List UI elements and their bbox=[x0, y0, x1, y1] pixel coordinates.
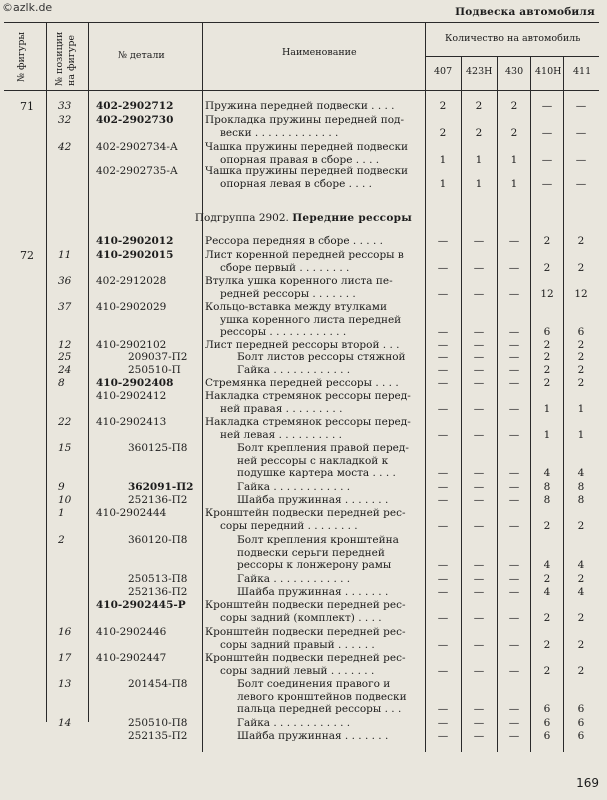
qty-410Н: 2 bbox=[543, 664, 551, 677]
position-number: 25 bbox=[58, 351, 72, 363]
part-number: 250513-П8 bbox=[128, 573, 188, 585]
qty-423Н: — bbox=[473, 638, 485, 651]
qty-410Н: 2 bbox=[543, 573, 551, 585]
part-number: 250510-П8 bbox=[128, 717, 188, 729]
qty-411: 2 bbox=[577, 611, 585, 624]
qty-411: 2 bbox=[577, 638, 585, 651]
qty-430: — bbox=[508, 519, 520, 532]
qty-411: 6 bbox=[577, 326, 585, 338]
col-rule-2 bbox=[88, 22, 89, 722]
position-number: 16 bbox=[58, 626, 72, 638]
header-bottom-rule bbox=[4, 90, 599, 91]
part-name-line: ней рессоры с накладкой к bbox=[237, 454, 389, 467]
part-name-line: соры задний (комплект) . . . . bbox=[220, 611, 382, 624]
subgroup-heading bbox=[0, 212, 607, 224]
part-name-line: Болт крепления кронштейна bbox=[237, 534, 399, 546]
part-name-line: левого кронштейнов подвески bbox=[237, 690, 407, 703]
part-name-line: Стремянка передней рессоры . . . . bbox=[205, 377, 399, 389]
header-model-411: 411 bbox=[573, 66, 592, 77]
part-number: 402-2902735-А bbox=[96, 165, 178, 177]
qty-407: — bbox=[437, 638, 449, 651]
position-number: 33 bbox=[58, 100, 72, 112]
part-name-line: подушке картера моста . . . . bbox=[237, 467, 396, 479]
qty-430: — bbox=[508, 402, 520, 415]
qty-407: — bbox=[437, 573, 449, 585]
qty-410Н: 4 bbox=[543, 559, 551, 571]
part-number: 201454-П8 bbox=[128, 678, 188, 690]
subgroup-prefix: Подгруппа 2902. bbox=[194, 212, 289, 224]
position-number: 2 bbox=[58, 534, 65, 546]
qty-423Н: — bbox=[473, 664, 485, 677]
qty-411: 1 bbox=[577, 402, 585, 415]
part-name-line: пальца передней рессоры . . . bbox=[237, 703, 402, 715]
qty-407: — bbox=[437, 287, 449, 300]
qty-423Н: 1 bbox=[475, 177, 483, 190]
qty-410Н: 4 bbox=[543, 467, 551, 479]
part-name-line: Кронштейн подвески передней рес- bbox=[205, 652, 406, 664]
part-number: 410-2902029 bbox=[96, 301, 167, 313]
col-rule-6 bbox=[497, 56, 498, 752]
qty-407: — bbox=[437, 351, 449, 363]
qty-423Н: — bbox=[473, 703, 485, 715]
part-number: 209037-П2 bbox=[128, 351, 188, 363]
qty-423Н: 2 bbox=[475, 126, 483, 139]
qty-430: — bbox=[508, 586, 520, 598]
qty-407: 1 bbox=[439, 153, 447, 166]
qty-411: 2 bbox=[577, 261, 585, 274]
qty-407: — bbox=[437, 235, 449, 247]
qty-410Н: 2 bbox=[543, 261, 551, 274]
qty-407: — bbox=[437, 326, 449, 338]
position-number: 36 bbox=[58, 275, 72, 287]
part-number: 402-2902730 bbox=[96, 114, 174, 126]
position-number: 17 bbox=[58, 652, 72, 664]
part-name-line: соры передний . . . . . . . . bbox=[220, 519, 358, 532]
part-number: 410-2902444 bbox=[96, 507, 167, 519]
qty-430: — bbox=[508, 326, 520, 338]
qty-407: — bbox=[437, 703, 449, 715]
qty-430: — bbox=[508, 428, 520, 441]
part-number: 402-2902734-А bbox=[96, 141, 178, 153]
qty-430: — bbox=[508, 261, 520, 274]
part-name-line: Болт листов рессоры стяжной bbox=[237, 351, 406, 363]
qty-411: 12 bbox=[574, 287, 588, 300]
qty-423Н: — bbox=[473, 559, 485, 571]
watermark: ©azlk.de bbox=[2, 1, 53, 14]
position-number: 32 bbox=[58, 114, 72, 126]
part-number: 250510-П bbox=[128, 364, 181, 376]
part-number: 410-2902447 bbox=[96, 652, 167, 664]
qty-410Н: 2 bbox=[543, 377, 551, 389]
qty-423Н: — bbox=[473, 235, 485, 247]
qty-430: — bbox=[508, 611, 520, 624]
part-name-line: Пружина передней подвески . . . . bbox=[205, 100, 395, 112]
part-number: 410-2902408 bbox=[96, 377, 174, 389]
qty-423Н: — bbox=[473, 339, 485, 351]
part-name-line: Накладка стремянок рессоры перед- bbox=[205, 390, 411, 402]
position-number: 12 bbox=[58, 339, 72, 351]
part-name-line: Шайба пружинная . . . . . . . bbox=[237, 586, 389, 598]
part-name-line: Кольцо-вставка между втулками bbox=[205, 301, 387, 313]
qty-410Н: 2 bbox=[543, 519, 551, 532]
qty-407: — bbox=[437, 519, 449, 532]
part-name-line: редней рессоры . . . . . . . bbox=[220, 287, 356, 300]
part-name-line: сборе первый . . . . . . . . bbox=[220, 261, 350, 274]
qty-411: 8 bbox=[577, 494, 585, 506]
qty-411: 6 bbox=[577, 703, 585, 715]
position-number: 24 bbox=[58, 364, 72, 376]
part-number: 252135-П2 bbox=[128, 730, 188, 742]
qty-430: 1 bbox=[510, 153, 518, 166]
position-number: 15 bbox=[58, 442, 72, 454]
qty-410Н: 2 bbox=[543, 638, 551, 651]
position-number: 10 bbox=[58, 494, 72, 506]
part-number: 252136-П2 bbox=[128, 586, 188, 598]
qty-407: — bbox=[437, 664, 449, 677]
part-name-line: Кронштейн подвески передней рес- bbox=[205, 626, 406, 638]
col-rule-3 bbox=[202, 22, 203, 752]
part-name-line: Шайба пружинная . . . . . . . bbox=[237, 730, 389, 742]
part-name-line: ней левая . . . . . . . . . . bbox=[220, 428, 342, 441]
qty-423Н: — bbox=[473, 428, 485, 441]
part-number: 402-2902712 bbox=[96, 100, 174, 112]
part-name-line: Накладка стремянок рессоры перед- bbox=[205, 416, 411, 428]
part-name-line: рессоры к лонжерону рамы bbox=[237, 559, 392, 571]
qty-430: — bbox=[508, 351, 520, 363]
qty-423Н: — bbox=[473, 402, 485, 415]
section-title: Подвеска автомобиля bbox=[455, 6, 595, 18]
qty-407: — bbox=[437, 730, 449, 742]
qty-410Н: 2 bbox=[543, 235, 551, 247]
part-number: 410-2902102 bbox=[96, 339, 167, 351]
qty-410Н: — bbox=[541, 153, 553, 166]
qty-410Н: — bbox=[541, 177, 553, 190]
part-number: 410-2902012 bbox=[96, 235, 174, 247]
part-number: 410-2902015 bbox=[96, 249, 174, 261]
part-name-line: Гайка . . . . . . . . . . . . bbox=[237, 481, 351, 493]
subgroup-title: Передние рессоры bbox=[292, 212, 413, 224]
qty-411: 2 bbox=[577, 235, 585, 247]
qty-411: 4 bbox=[577, 559, 585, 571]
qty-410Н: 2 bbox=[543, 611, 551, 624]
part-name-line: опорная левая в сборе . . . . bbox=[220, 177, 373, 190]
qty-430: 2 bbox=[510, 100, 518, 112]
qty-407: — bbox=[437, 559, 449, 571]
col-rule-7 bbox=[530, 56, 531, 752]
col-rule-8 bbox=[563, 56, 564, 752]
part-name-line: Втулка ушка коренного листа пе- bbox=[205, 275, 393, 287]
header-fig: № фигуры bbox=[16, 32, 27, 82]
part-name-line: рессоры . . . . . . . . . . . . bbox=[220, 326, 347, 338]
page-number: 169 bbox=[576, 776, 599, 790]
qty-411: 2 bbox=[577, 519, 585, 532]
qty-407: — bbox=[437, 402, 449, 415]
part-number: 410-2902412 bbox=[96, 390, 167, 402]
qty-423Н: — bbox=[473, 287, 485, 300]
qty-410Н: 2 bbox=[543, 351, 551, 363]
qty-410Н: 6 bbox=[543, 326, 551, 338]
part-number: 362091-П2 bbox=[128, 481, 194, 493]
qty-411: 2 bbox=[577, 664, 585, 677]
header-model-407: 407 bbox=[434, 66, 453, 77]
qty-411: 2 bbox=[577, 364, 585, 376]
qty-410Н: 1 bbox=[543, 428, 551, 441]
part-name-line: Чашка пружины передней подвески bbox=[205, 141, 409, 153]
part-name-line: ушка коренного листа передней bbox=[220, 313, 402, 326]
qty-411: 6 bbox=[577, 717, 585, 729]
position-number: 9 bbox=[58, 481, 65, 493]
qty-430: — bbox=[508, 730, 520, 742]
part-number: 360120-П8 bbox=[128, 534, 188, 546]
part-name-line: Лист коренной передней рессоры в bbox=[205, 249, 404, 261]
part-name-line: опорная правая в сборе . . . . bbox=[220, 153, 380, 166]
qty-407: — bbox=[437, 364, 449, 376]
qty-423Н: — bbox=[473, 611, 485, 624]
col-rule-5 bbox=[461, 56, 462, 752]
qty-423Н: — bbox=[473, 494, 485, 506]
qty-407: — bbox=[437, 377, 449, 389]
part-name-line: Гайка . . . . . . . . . . . . bbox=[237, 717, 351, 729]
header-model-423n: 423Н bbox=[466, 66, 493, 77]
qty-430: — bbox=[508, 717, 520, 729]
qty-407: 1 bbox=[439, 177, 447, 190]
qty-411: 2 bbox=[577, 351, 585, 363]
qty-423Н: — bbox=[473, 717, 485, 729]
position-number: 14 bbox=[58, 717, 72, 729]
qty-423Н: 2 bbox=[475, 100, 483, 112]
fig-number: 71 bbox=[20, 100, 34, 113]
qty-407: — bbox=[437, 428, 449, 441]
qty-423Н: — bbox=[473, 364, 485, 376]
position-number: 42 bbox=[58, 141, 72, 153]
part-name-line: Прокладка пружины передней под- bbox=[205, 114, 405, 126]
part-name-line: Гайка . . . . . . . . . . . . bbox=[237, 364, 351, 376]
header-name: Наименование bbox=[282, 47, 357, 58]
part-number: 360125-П8 bbox=[128, 442, 188, 454]
qty-410Н: — bbox=[541, 126, 553, 139]
qty-407: 2 bbox=[439, 100, 447, 112]
fig-number: 72 bbox=[20, 249, 34, 262]
part-number: 410-2902445-Р bbox=[96, 599, 186, 611]
qty-411: 4 bbox=[577, 586, 585, 598]
header-model-410n: 410Н bbox=[535, 66, 562, 77]
qty-407: — bbox=[437, 467, 449, 479]
qty-410Н: 12 bbox=[540, 287, 554, 300]
qty-411: 6 bbox=[577, 730, 585, 742]
part-number: 402-2912028 bbox=[96, 275, 167, 287]
qty-423Н: — bbox=[473, 467, 485, 479]
qty-423Н: 1 bbox=[475, 153, 483, 166]
qty-430: — bbox=[508, 703, 520, 715]
position-number: 13 bbox=[58, 678, 72, 690]
qty-430: — bbox=[508, 467, 520, 479]
part-name-line: Шайба пружинная . . . . . . . bbox=[237, 494, 389, 506]
qty-407: — bbox=[437, 586, 449, 598]
qty-407: — bbox=[437, 339, 449, 351]
qty-410Н: 4 bbox=[543, 586, 551, 598]
part-name-line: Кронштейн подвески передней рес- bbox=[205, 599, 406, 611]
qty-430: — bbox=[508, 638, 520, 651]
qty-423Н: — bbox=[473, 730, 485, 742]
qty-407: — bbox=[437, 717, 449, 729]
position-number: 22 bbox=[58, 416, 72, 428]
col-rule-1 bbox=[46, 22, 47, 722]
qty-410Н: 6 bbox=[543, 717, 551, 729]
qty-430: — bbox=[508, 664, 520, 677]
qty-430: 1 bbox=[510, 177, 518, 190]
qty-407: — bbox=[437, 611, 449, 624]
qty-423Н: — bbox=[473, 573, 485, 585]
part-name-line: Чашка пружины передней подвески bbox=[205, 165, 409, 177]
qty-410Н: 6 bbox=[543, 703, 551, 715]
header-pos-1: № позиции bbox=[54, 31, 65, 86]
qty-430: — bbox=[508, 573, 520, 585]
part-name-line: подвески серьги передней bbox=[237, 546, 385, 559]
qty-430: — bbox=[508, 339, 520, 351]
part-number: 252136-П2 bbox=[128, 494, 188, 506]
qty-430: — bbox=[508, 377, 520, 389]
qty-423Н: — bbox=[473, 586, 485, 598]
part-name-line: соры задний правый . . . . . . bbox=[220, 638, 375, 651]
qty-410Н: 8 bbox=[543, 481, 551, 493]
header-pos-2: на фигуре bbox=[66, 34, 77, 86]
qty-410Н: — bbox=[541, 100, 553, 112]
qty-410Н: 1 bbox=[543, 402, 551, 415]
part-name-line: Рессора передняя в сборе . . . . . bbox=[205, 235, 383, 247]
part-name-line: Кронштейн подвески передней рес- bbox=[205, 507, 406, 519]
qty-411: 8 bbox=[577, 481, 585, 493]
qty-411: 1 bbox=[577, 428, 585, 441]
qty-410Н: 2 bbox=[543, 339, 551, 351]
position-number: 1 bbox=[58, 507, 65, 519]
qty-430: — bbox=[508, 559, 520, 571]
qty-407: 2 bbox=[439, 126, 447, 139]
part-name-line: Лист передней рессоры второй . . . bbox=[205, 339, 400, 351]
qty-423Н: — bbox=[473, 261, 485, 274]
part-name-line: соры задний левый . . . . . . . bbox=[220, 664, 375, 677]
position-number: 11 bbox=[58, 249, 72, 261]
position-number: 8 bbox=[58, 377, 65, 389]
qty-410Н: 2 bbox=[543, 364, 551, 376]
qty-423Н: — bbox=[473, 351, 485, 363]
qty-411: 2 bbox=[577, 339, 585, 351]
part-name-line: ней правая . . . . . . . . . bbox=[220, 402, 343, 415]
part-name-line: Болт крепления правой перед- bbox=[237, 442, 409, 454]
header-qty: Количество на автомобиль bbox=[445, 33, 581, 44]
qty-411: — bbox=[575, 177, 587, 190]
position-number: 37 bbox=[58, 301, 72, 313]
qty-407: — bbox=[437, 261, 449, 274]
header-part: № детали bbox=[118, 50, 165, 61]
qty-411: 4 bbox=[577, 467, 585, 479]
qty-410Н: 6 bbox=[543, 730, 551, 742]
qty-410Н: 8 bbox=[543, 494, 551, 506]
qty-407: — bbox=[437, 494, 449, 506]
part-name-line: Болт соединения правого и bbox=[237, 678, 391, 690]
qty-423Н: — bbox=[473, 326, 485, 338]
qty-411: — bbox=[575, 126, 587, 139]
qty-430: — bbox=[508, 481, 520, 493]
part-number: 410-2902413 bbox=[96, 416, 167, 428]
part-name-line: Гайка . . . . . . . . . . . . bbox=[237, 573, 351, 585]
qty-430: — bbox=[508, 364, 520, 376]
qty-423Н: — bbox=[473, 377, 485, 389]
table-top-rule bbox=[4, 22, 599, 23]
qty-430: — bbox=[508, 235, 520, 247]
qty-411: 2 bbox=[577, 573, 585, 585]
part-number: 410-2902446 bbox=[96, 626, 167, 638]
qty-header-rule bbox=[425, 56, 599, 57]
qty-411: 2 bbox=[577, 377, 585, 389]
qty-407: — bbox=[437, 481, 449, 493]
qty-423Н: — bbox=[473, 519, 485, 532]
qty-423Н: — bbox=[473, 481, 485, 493]
qty-430: — bbox=[508, 287, 520, 300]
part-name-line: вески . . . . . . . . . . . . . bbox=[220, 126, 339, 139]
qty-430: 2 bbox=[510, 126, 518, 139]
col-rule-4 bbox=[425, 22, 426, 752]
qty-430: — bbox=[508, 494, 520, 506]
qty-411: — bbox=[575, 100, 587, 112]
header-model-430: 430 bbox=[505, 66, 524, 77]
qty-411: — bbox=[575, 153, 587, 166]
